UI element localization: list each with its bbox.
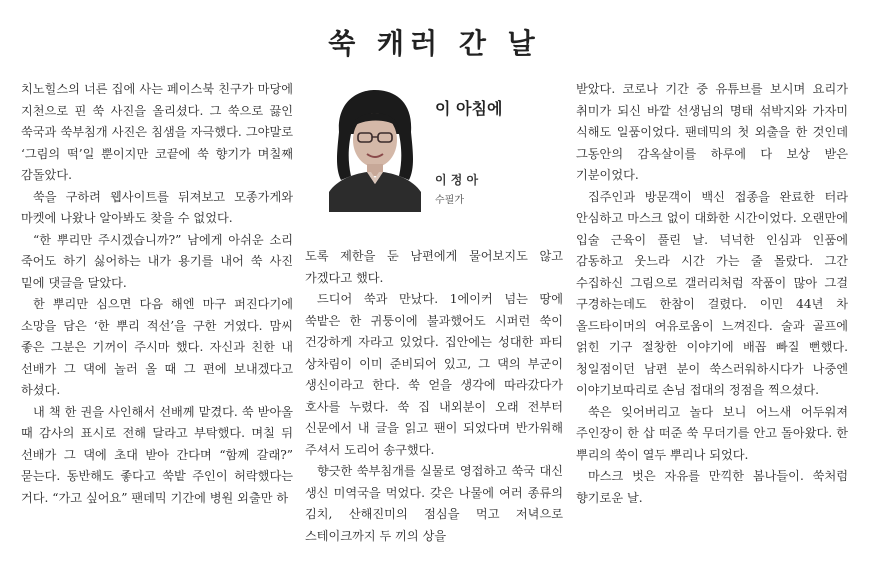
column-series-name: 이 아침에 [435, 99, 503, 118]
paragraph: 향긋한 쑥부침개를 실물로 영접하고 쑥국 대신 생신 미역국을 먹었다. 갖은 나물에 여러 종류의 김치, 산해진미의 점심을 먹고 저녁으로 스테이크까지 두 끼의 상을 [305, 464, 563, 543]
column-header-box [305, 80, 563, 228]
paragraph: 쑥은 잊어버리고 놀다 보니 어느새 어두워져 주인장이 한 삽 떠준 쑥 무더기를 안고 돌아왔다. 한 뿌리의 쑥이 열두 뿌리나 되었다. [576, 404, 848, 462]
paragraph: 집주인과 방문객이 백신 접종을 완료한 터라 안심하고 마스크 없이 대화한 시간이었다. 오랜만에 입술 근육이 풀린 날. 넉넉한 인심과 인품에 감동하고 웃느라 시간 가는 줄 몰랐다. 그간 수집하신 그림으로 갤러리처럼 작품이 많아 그걸 구경하는데도 한참이 걸렸다. 이민 44년 차 올드타이머의 여유로움이 느껴진다. 술과 골프에 얽힌 기구 절창한 이야기에 배꼽 빠질 뻔했다. 청일점이던 남편 분이 쑥스러워하시다가 나중엔 이야기보따리로 손님 접대의 정점을 찍으셨다. [576, 189, 848, 397]
article-column-1 [21, 79, 293, 509]
paragraph: “한 뿌리만 주시겠습니까?” 남에게 아쉬운 소리 죽어도 하기 싫어하는 내가 용기를 내어 쑥 사진 밑에 댓글을 달았다. [21, 232, 293, 290]
author-photo [329, 88, 421, 212]
paragraph: 받았다. 코로나 기간 중 유튜브를 보시며 요리가 취미가 되신 바깥 선생님의 명태 섞박지와 가자미 식해도 일품이었다. 팬데믹의 첫 외출을 한 것인데 그동안의 감옥살이를 하루에 다 보상 받은 기분이었다. [576, 82, 848, 182]
paragraph: 마스크 벗은 자유를 만끽한 봄나들이. 쑥처럼 향기로운 날. [576, 469, 848, 505]
paragraph: 도록 제한을 둔 남편에게 물어보지도 않고 가겠다고 했다. [305, 249, 563, 285]
article-title: 쑥 캐러 간 날 [328, 27, 541, 60]
paragraph: 치노힐스의 너른 집에 사는 페이스북 친구가 마당에 지천으로 핀 쑥 사진을 올리셨다. 그 쑥으로 끓인 쑥국과 쑥부침개 사진은 침샘을 자극했다. 그야말로 ‘그림의 떡’일 뿐이지만 코끝에 쑥 향기가 며칠째 감돌았다. [21, 82, 293, 182]
paragraph: 내 책 한 권을 사인해서 선배께 맡겼다. 쑥 받아올 때 감사의 표시로 전해 달라고 부탁했다. 며칠 뒤 선배가 그 댁에 초대 받아 간다며 “함께 갈래?” 묻는다. 동반해도 좋다고 쑥밭 주인이 허락했다는 거다. “가고 싶어요” 팬데믹 기간에 병원 외출만 하 [21, 404, 293, 505]
article-column-2 [305, 246, 563, 547]
article-column-3 [576, 79, 848, 509]
paragraph: 한 뿌리만 심으면 다음 해엔 마구 퍼진다기에 소망을 담은 ‘한 뿌리 적선’을 구한 거였다. 맘씨 좋은 그분은 기꺼이 주시마 했다. 자신과 친한 내 선배가 그 댁에 놀러 올 때 그 편에 보내겠다고 하셨다. [21, 297, 293, 397]
paragraph: 쑥을 구하려 웹사이트를 뒤져보고 모종가게와 마켓에 나왔나 알아봐도 찾을 수 없었다. [21, 189, 293, 225]
author-role: 수필가 [435, 195, 464, 206]
author-name: 이 정 아 [435, 173, 479, 187]
paragraph: 드디어 쑥과 만났다. 1에이커 넘는 땅에 쑥밭은 한 귀퉁이에 불과했어도 시퍼런 쑥이 건강하게 자라고 있었다. 집안에는 성대한 파티 상차림이 이미 준비되어 있고, 그 댁의 부군이 생신이라고 한다. 쑥 얻을 생각에 따라갔다가 호사를 누렸다. 쑥 집 내외분이 오래 전부터 신문에서 내 글을 읽고 팬이 되었다며 반가워해 주셔서 도리어 송구했다. [305, 292, 563, 457]
